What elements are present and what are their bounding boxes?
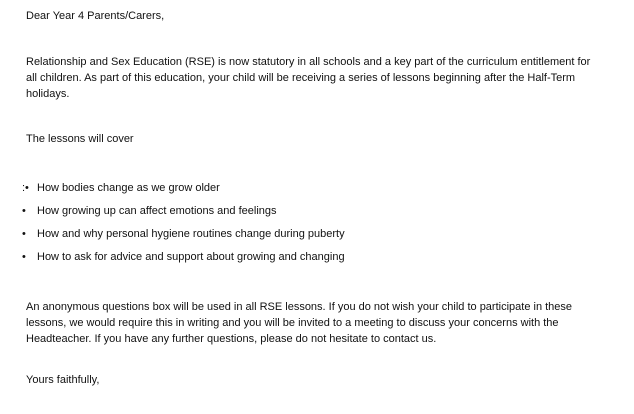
- bullet-text: How to ask for advice and support about growing and changing: [37, 251, 345, 263]
- bullet-text: How bodies change as we grow older: [37, 182, 220, 194]
- list-item: [22, 226, 608, 242]
- list-item: [22, 180, 608, 196]
- bullet-icon: •: [22, 205, 26, 217]
- bullet-icon: :•: [22, 182, 29, 194]
- list-item: [22, 203, 608, 219]
- intro-paragraph: Relationship and Sex Education (RSE) is now statutory in all schools and a key part of the curriculum entitlement for all children. As part of this education, your child will be receiving a series of lessons beginning after the Half-Term holidays.: [26, 56, 591, 100]
- bullet-icon: •: [22, 251, 26, 263]
- bullet-icon: •: [22, 228, 26, 240]
- closing: Yours faithfully,: [26, 374, 100, 386]
- lessons-heading: The lessons will cover: [26, 133, 134, 145]
- questions-paragraph: An anonymous questions box will be used in all RSE lessons. If you do not wish your child to participate in these lessons, we would require this in writing and you will be invited to a meeting to discuss your concerns with the Headteacher. If you have any further questions, please do not hesitate to contact us.: [26, 301, 573, 345]
- lessons-bullet-list: [22, 180, 608, 265]
- greeting: Dear Year 4 Parents/Carers,: [26, 10, 165, 22]
- bullet-text: How and why personal hygiene routines change during puberty: [37, 228, 345, 240]
- bullet-text: How growing up can affect emotions and feelings: [37, 205, 277, 217]
- list-item: [22, 249, 608, 265]
